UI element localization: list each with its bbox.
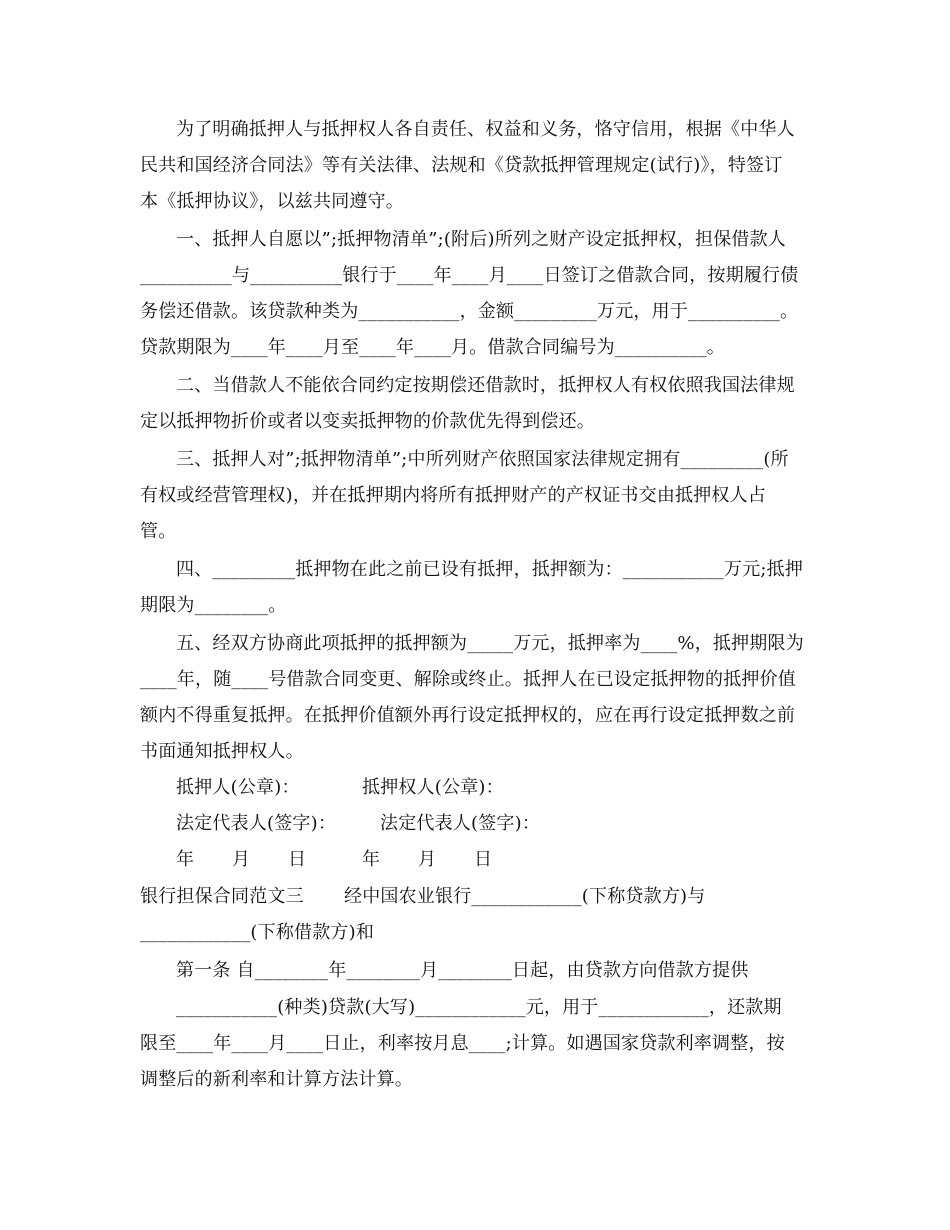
text-line: 管。: [140, 521, 177, 542]
mortgagor-seal-label: 抵押人(公章)：: [176, 777, 300, 798]
text-line: 一、抵押人自愿以”;抵押物清单”;(附后)所列之财产设定抵押权，担保借款人: [176, 229, 786, 250]
section-heading: 银行担保合同范文三: [140, 886, 304, 907]
text-line: 额内不得重复抵押。在抵押价值额外再行设定抵押权的，应在再行设定抵押数之前: [140, 705, 796, 726]
text-line: 务偿还借款。该贷款种类为___________，金额_________万元，用于__________。: [140, 301, 799, 322]
text-line: 书面通知抵押权人。: [140, 741, 304, 762]
date-month-left: 月: [232, 849, 251, 870]
text-line: 调整后的新利率和计算方法计算。: [140, 1069, 413, 1090]
text-line: 期限为________。: [140, 595, 287, 616]
text-line: ___________(种类)贷款(大写)____________元，用于____________，还款期: [176, 997, 782, 1018]
text-line: 经中国农业银行____________(下称贷款方)与: [344, 886, 706, 907]
text-line: 为了明确抵押人与抵押权人各自责任、权益和义务，恪守信用，根据《中华人: [176, 119, 795, 140]
mortgagee-seal-label: 抵押权人(公章)：: [362, 777, 504, 798]
text-line: 民共和国经济合同法》等有关法律、法规和《贷款抵押管理规定(试行)》，特签订: [140, 155, 783, 176]
text-line: 本《抵押协议》，以兹共同遵守。: [140, 191, 404, 212]
text-line: ____________(下称借款方)和: [140, 922, 375, 943]
date-day-left: 日: [288, 849, 307, 870]
text-line: 二、当借款人不能依合同约定按期偿还借款时，抵押权人有权依照我国法律规: [176, 375, 795, 396]
date-year-left: 年: [176, 849, 195, 870]
text-line: 贷款期限为____年____月至____年____月。借款合同编号为__________。: [140, 337, 725, 358]
text-line: ____年，随____号借款合同变更、解除或终止。抵押人在已设定抵押物的抵押价值: [140, 669, 796, 690]
text-line: 三、抵押人对”;抵押物清单”;中所列财产依照国家法律规定拥有_________(所: [176, 449, 789, 470]
text-line: 有权或经营管理权)，并在抵押期内将所有抵押财产的产权证书交由抵押权人占: [140, 485, 767, 506]
text-line: 四、_________抵押物在此之前已设有抵押，抵押额为：___________万元;抵押: [176, 559, 804, 580]
date-month-right: 月: [418, 849, 437, 870]
mortgagor-representative-label: 法定代表人(签字)：: [176, 813, 337, 834]
date-year-right: 年: [362, 849, 381, 870]
text-line: 第一条 自________年________月________日起，由贷款方向借款方提供: [176, 960, 749, 981]
text-line: 定以抵押物折价或者以变卖抵押物的价款优先得到偿还。: [140, 411, 595, 432]
text-line: 限至____年____月____日止，利率按月息____;计算。如遇国家贷款利率调整，按: [140, 1033, 785, 1054]
date-day-right: 日: [474, 849, 493, 870]
text-line: 五、经双方协商此项抵押的抵押额为_____万元，抵押率为____%，抵押期限为: [176, 633, 804, 654]
text-line: __________与__________银行于____年____月____日签订之借款合同，按期履行债: [140, 265, 799, 286]
mortgagee-representative-label: 法定代表人(签字)：: [380, 813, 541, 834]
